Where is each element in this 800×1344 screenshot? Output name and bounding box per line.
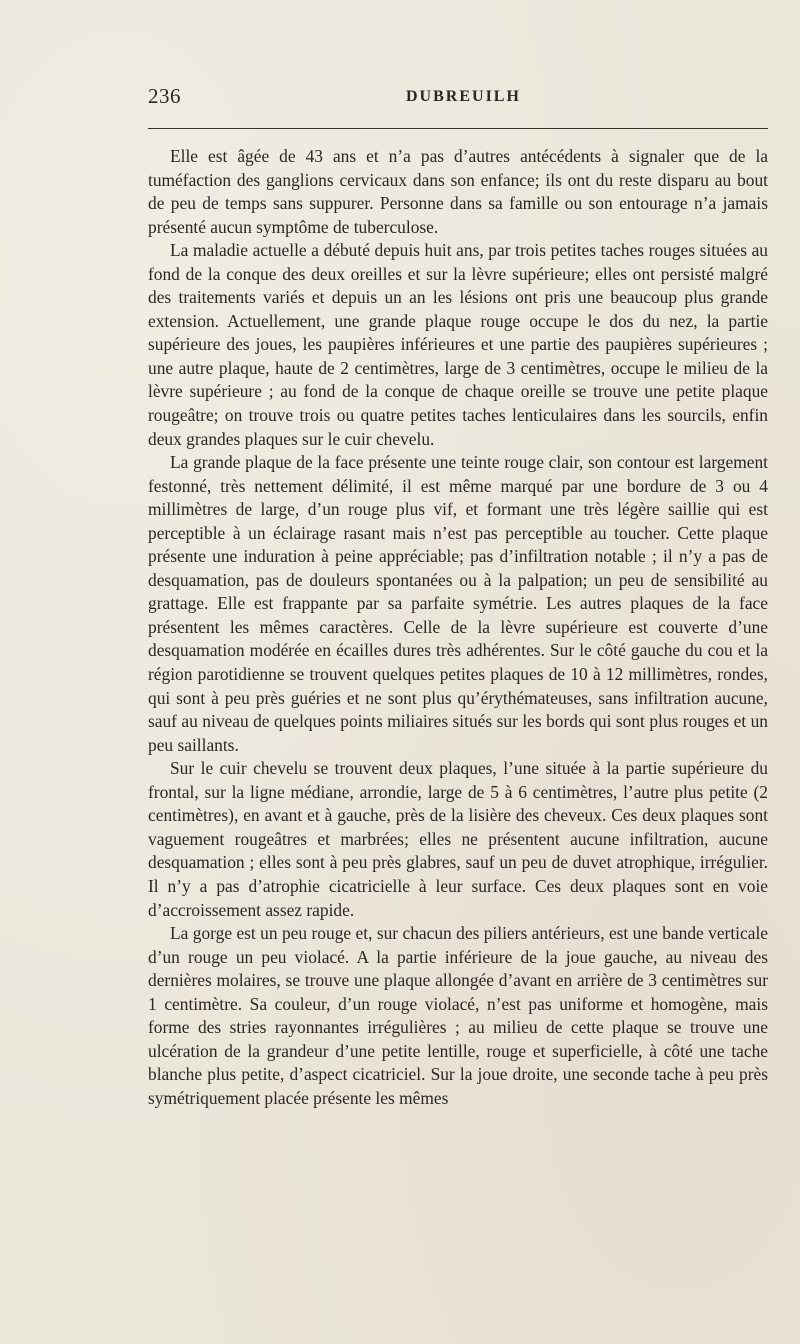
paragraph-1: Elle est âgée de 43 ans et n’a pas d’autres antécédents à signaler que de la tuméfaction des ganglions cervicaux dans son enfance; ils ont du reste disparu au bout de peu de temps sans suppurer. Personne dans sa famille ou son entourage n’a jamais présenté aucun symptôme de tuberculose. [148,146,768,237]
paragraph-4: Sur le cuir chevelu se trouvent deux plaques, l’une située à la partie supérieure du frontal, sur la ligne médiane, arrondie, large de 5 à 6 centimètres, l’autre plus petite (2 centimètres), en avant et à gauche, près de la lisière des cheveux. Ces deux plaques sont vaguement rougeâtres et marbrées; elles ne présentent aucune infiltration, aucune desquamation ; elles sont à peu près glabres, sauf un peu de duvet atrophique, irrégulier. Il n’y a pas d’atrophie cicatricielle à leur surface. Ces deux plaques sont en voie d’accroissement assez rapide. [148,758,768,920]
running-head: DUBREUILH [406,88,521,105]
page-number: 236 [148,84,181,108]
paragraph-2: La maladie actuelle a débuté depuis huit ans, par trois petites taches rouges situées au fond de la conque des deux oreilles et sur la lèvre supérieure; elles ont persisté malgré des traitements variés et depuis un an les lésions ont pris une beaucoup plus grande extension. Actuellement, une grande plaque rouge occupe le dos du nez, la partie supérieure des joues, les paupières inférieures et une partie des paupières supérieures ; une autre plaque, haute de 2 centimètres, large de 3 centimètres, occupe le milieu de la lèvre supérieure ; au fond de la conque de chaque oreille se trouve une petite plaque rougeâtre; on trouve trois ou quatre petites taches lenticulaires dans les sourcils, enfin deux grandes plaques sur le cuir chevelu. [148,240,768,449]
paragraph-5: La gorge est un peu rouge et, sur chacun des piliers antérieurs, est une bande verticale d’un rouge un peu violacé. A la partie inférieure de la joue gauche, au niveau des dernières molaires, se trouve une plaque allongée d’avant en arrière de 3 centimètres sur 1 centimètre. Sa couleur, d’un rouge violacé, n’est pas uniforme et homogène, mais forme des stries rayonnantes irrégulières ; au milieu de cette plaque se trouve une ulcération de la grandeur d’une petite lentille, rouge et superficielle, à côté une tache blanche plus petite, d’aspect cicatriciel. Sur la joue droite, une seconde tache à peu près symétriquement placée présente les mêmes [148,923,768,1108]
paragraph-3: La grande plaque de la face présente une teinte rouge clair, son contour est largement festonné, très nettement délimité, il est même marqué par une bordure de 3 ou 4 millimètres de large, d’un rouge plus vif, et formant une très légère saillie qui est perceptible à un éclairage rasant mais n’est pas perceptible au toucher. Cette plaque présente une induration à peine appréciable; pas d’infiltration notable ; il n’y a pas de desquamation, pas de douleurs spontanées ou à la palpation; un peu de sensibilité au grattage. Elle est frappante par sa parfaite symétrie. Les autres plaques de la face présentent les mêmes caractères. Celle de la lèvre supérieure est couverte d’une desquamation modérée en écailles dures très adhérentes. Sur le côté gauche du cou et la région parotidienne se trouvent quelques petites plaques de 10 à 12 millimètres, rondes, qui sont à peu près guéries et ne sont plus qu’érythémateuses, sans infiltration aucune, sauf au niveau de quelques points miliaires situés sur les bords qui sont plus rouges et un peu saillants. [148,452,768,755]
body-text [148,145,768,1110]
header-rule [148,128,768,129]
page-header [148,84,768,116]
